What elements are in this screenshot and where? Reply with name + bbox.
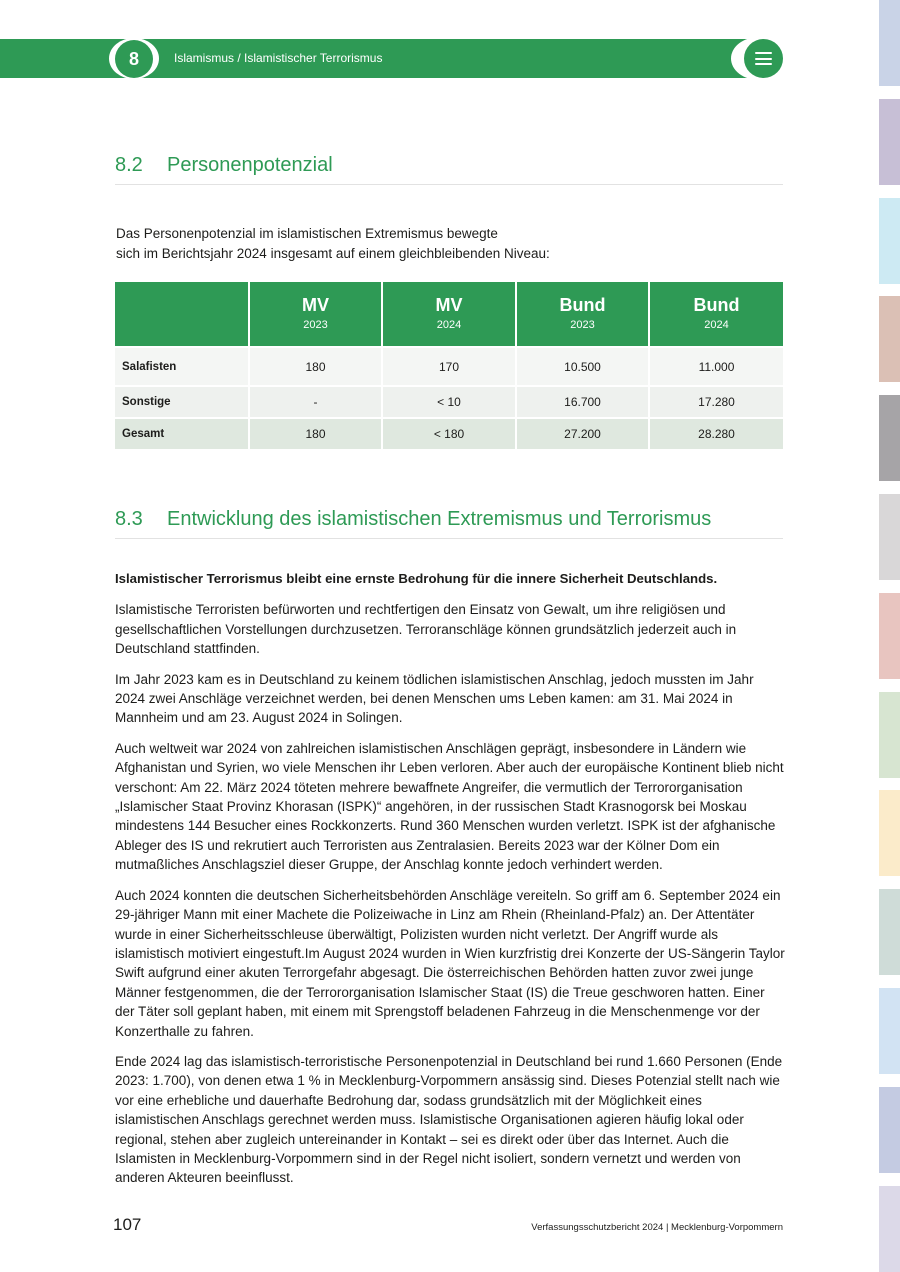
- page-number: 107: [113, 1215, 142, 1234]
- table-intro: [116, 224, 716, 264]
- body-paragraph: Auch 2024 konnten die deutschen Sicherheitsbehörden Anschläge vereiteln. So griff am 6. September 2024 ein 29-jähriger Mann mit einer Machete die Polizeiwache in Linz am Rhein (Rheinland-Pfalz) an. Der Attentäter wurde in einer Sicherheitsschleuse überwältigt, Polizisten wurden nicht verletzt. Der Angriff wurde als islamistisch motiviert eingestuft.Im August 2024 wurden in Wien kurzfristig drei Konzerte der US-Sängerin Taylor Swift aufgrund einer akuten Terrorgefahr abgesagt. Die österreichischen Behörden hatten zuvor zwei junge Männer festgenommen, die der Terrororganisation Islamischer Staat (IS) die Treue geschworen hatten. Einer der Täter soll geplant haben, mit einem mit Sprengstoff beladenen Fahrzeug in die Menschenmenge vor der Konzerthalle zu fahren.: [115, 887, 785, 1039]
- table-cell: < 10: [382, 386, 516, 418]
- table-cell: 170: [382, 347, 516, 386]
- table-cell: 16.700: [516, 386, 649, 418]
- table-cell: 180: [249, 418, 382, 449]
- footer-publication: Verfassungsschutzbericht 2024 | Mecklenburg-Vorpommern: [531, 1222, 783, 1233]
- chapter-tab[interactable]: [879, 99, 900, 185]
- table-row: [115, 386, 783, 418]
- body-paragraph: Im Jahr 2023 kam es in Deutschland zu keinem tödlichen islamistischen Anschlag, jedoch mussten im Jahr 2024 zwei Anschläge verzeichnet werden, bei denen Menschen ums Leben kamen: am 31. Mai 2024 in Mannheim und am 23. August 2024 in Solingen.: [115, 671, 754, 726]
- chapter-tab[interactable]: [879, 296, 900, 382]
- table-header-row: [115, 282, 783, 347]
- chapter-tab[interactable]: [879, 395, 900, 481]
- chapter-tab[interactable]: [879, 1186, 900, 1272]
- section-body: [115, 569, 787, 1199]
- table-cell: 10.500: [516, 347, 649, 386]
- table-cell: -: [249, 386, 382, 418]
- section-title: Entwicklung des islamistischen Extremismus und Terrorismus: [167, 508, 712, 530]
- table-row-total: [115, 418, 783, 449]
- section-heading-8-2: [115, 154, 783, 185]
- section-number: 8.3: [115, 508, 143, 530]
- chapter-tab[interactable]: [879, 494, 900, 580]
- chapter-tab[interactable]: [879, 988, 900, 1074]
- hamburger-icon-line: [755, 58, 772, 60]
- hamburger-icon-line: [755, 63, 772, 65]
- chapter-tab[interactable]: [879, 0, 900, 86]
- chapter-tab[interactable]: [879, 889, 900, 975]
- table-header-empty: [115, 282, 249, 347]
- table-cell: 11.000: [649, 347, 783, 386]
- intro-line: Das Personenpotenzial im islamistischen Extremismus bewegte: [116, 226, 498, 241]
- table-header-cell: MV 2024: [382, 282, 516, 347]
- body-paragraph: Auch weltweit war 2024 von zahlreichen islamistischen Anschlägen geprägt, insbesondere in Ländern wie Afghanistan und Syrien, wo viele Menschen ihr Leben verloren. Aber auch der europäische Kontinent blieb nicht verschont: Am 22. März 2024 töteten mehrere bewaffnete Angreifer, die vermutlich der Terrororganisation „Islamischer Staat Provinz Khorasan (ISPK)“ angehören, in der russischen Stadt Krasnogorsk bei Moskau mindestens 144 Besucher eines Rockkonzerts. Rund 360 Menschen wurden verletzt. ISPK ist der afghanische Ableger des IS und rekrutiert auch Terroristen aus Zentralasien. Bereits 2023 war der Kölner Dom ein mutmaßliches Anschlagsziel dieser Gruppe, der Anschlag konnte jedoch verhindert werden.: [115, 740, 784, 873]
- table-cell: 27.200: [516, 418, 649, 449]
- section-heading-8-3: [115, 508, 783, 539]
- table-cell: 17.280: [649, 386, 783, 418]
- row-label: Sonstige: [115, 386, 249, 418]
- personenpotenzial-table: [115, 282, 783, 449]
- chapter-tab[interactable]: [879, 692, 900, 778]
- chapter-tab[interactable]: [879, 790, 900, 876]
- table-header-cell: Bund 2024: [649, 282, 783, 347]
- section-number: 8.2: [115, 154, 143, 176]
- table-header-cell: Bund 2023: [516, 282, 649, 347]
- chapter-tab[interactable]: [879, 1087, 900, 1173]
- hamburger-icon: [755, 52, 772, 54]
- chapter-tab[interactable]: [879, 198, 900, 284]
- table-cell: 28.280: [649, 418, 783, 449]
- chapter-tab[interactable]: [879, 593, 900, 679]
- body-paragraph: Islamistische Terroristen befürworten und rechtfertigen den Einsatz von Gewalt, um ihre religiösen und gesellschaftlichen Vorstellungen durchzusetzen. Terroranschläge können grundsätzlich jederzeit auch in Deutschland stattfinden.: [115, 602, 737, 657]
- row-label: Salafisten: [115, 347, 249, 386]
- intro-line: sich im Berichtsjahr 2024 insgesamt auf einem gleichbleibenden Niveau:: [116, 246, 550, 261]
- section-title: Personenpotenzial: [167, 154, 333, 176]
- body-paragraph: Ende 2024 lag das islamistisch-terroristische Personenpotenzial in Deutschland bei rund 1.660 Personen (Ende 2023: 1.700), von denen etwa 1 % in Mecklenburg-Vorpommern ansässig sind. Dieses Potenzial stellt nach wie vor eine erhebliche und dauerhafte Bedrohung dar, sodass grundsätzlich mit der Möglichkeit eines islamistischen Anschlags gerechnet werden muss. Islamistische Organisationen agieren häufig lokal oder regional, stehen aber zugleich untereinander in Kontakt – sei es direkt oder über das Internet. Auch die Islamisten in Mecklenburg-Vorpommern sind in der Regel nicht isoliert, sondern vernetzt und werden von anderen Akteuren beeinflusst.: [115, 1053, 783, 1186]
- lead-paragraph: Islamistischer Terrorismus bleibt eine ernste Bedrohung für die innere Sicherheit Deutschlands.: [115, 571, 718, 586]
- menu-button[interactable]: [744, 39, 783, 78]
- table-row: [115, 347, 783, 386]
- table-cell: < 180: [382, 418, 516, 449]
- chapter-number-badge: 8: [115, 40, 153, 78]
- chapter-title: Islamismus / Islamistischer Terrorismus: [174, 51, 383, 65]
- table-header-cell: MV 2023: [249, 282, 382, 347]
- table-cell: 180: [249, 347, 382, 386]
- row-label: Gesamt: [115, 418, 249, 449]
